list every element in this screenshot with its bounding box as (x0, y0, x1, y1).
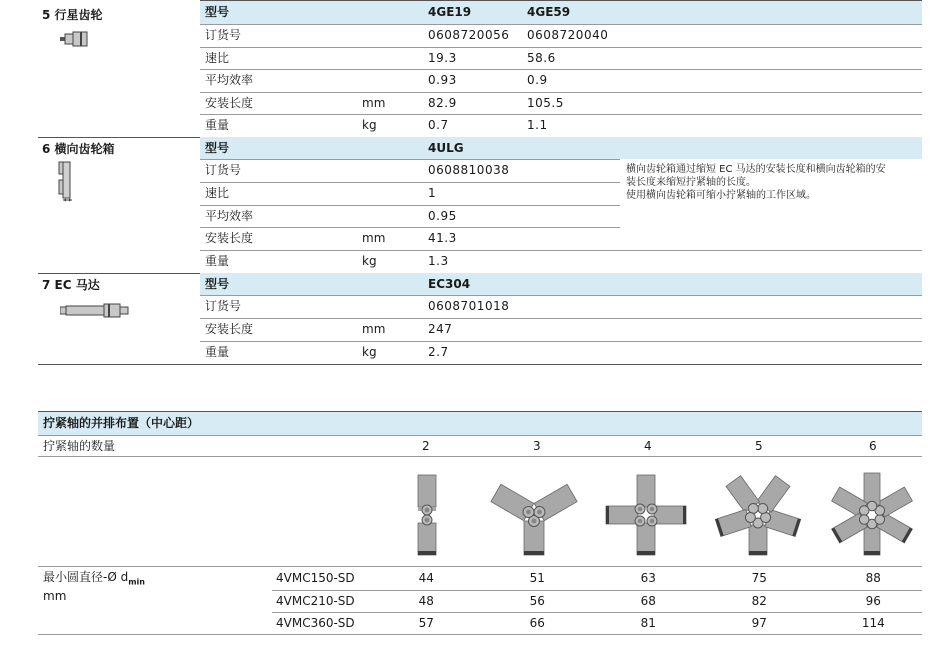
angle-gearbox-note: 横向齿轮箱通过缩短 EC 马达的安装长度和横向齿轮箱的安 装长度来缩短拧紧轴的长度。 使用横向齿轮箱可缩小拧紧轴的工作区域。 (626, 164, 886, 201)
min-diameter-value: 82 (751, 593, 767, 608)
angle-gearbox-icon (58, 160, 76, 202)
min-circle-diameter-label: 最小圆直径-Ø $d_{min}$ (43, 570, 145, 587)
ec-motor-icon (60, 302, 130, 318)
min-diameter-value: 81 (640, 616, 656, 630)
section-7-header-type: 型号 (205, 277, 230, 291)
min-diameter-value: 88 (865, 571, 881, 585)
spec-value-1: 1 (428, 185, 437, 200)
spec-label: 平均效率 (205, 73, 254, 88)
spec-label: 重量 (205, 345, 230, 359)
section-6-title: 6 横向齿轮箱 (42, 142, 115, 156)
spec-value-2: 58.6 (527, 50, 556, 65)
section-6-header-band (200, 137, 922, 159)
spec-unit: kg (362, 254, 377, 269)
section-6-header-model-1: 4ULG (428, 141, 464, 155)
spec-label: 平均效率 (205, 208, 254, 223)
spec-unit: kg (362, 118, 377, 133)
spec-label: 安装长度 (205, 231, 254, 246)
spec-value-1: 2.7 (428, 345, 449, 359)
min-diameter-value: 75 (751, 571, 767, 585)
spec-value-1: 1.3 (428, 254, 449, 269)
model-label: 4VMC210-SD (276, 593, 355, 608)
planetary-gear-icon (60, 31, 90, 47)
spec-value-2: 105.5 (527, 95, 564, 110)
section-6-header-type: 型号 (205, 141, 230, 155)
spec-unit: mm (362, 95, 386, 110)
spec-label: 安装长度 (205, 95, 254, 110)
spindle-count-2: 2 (422, 439, 430, 453)
arrangement-3-spindles-icon (489, 470, 579, 560)
section-5-header-type: 型号 (205, 5, 230, 19)
min-diameter-value: 48 (418, 593, 434, 608)
spindle-count-5: 5 (755, 439, 763, 453)
spec-label: 订货号 (205, 299, 242, 313)
section-5-header-model-2: 4GE59 (527, 5, 571, 19)
spec-label: 安装长度 (205, 322, 254, 336)
spec-value-1: 0608720056 (428, 28, 510, 42)
spec-value-1: 0608701018 (428, 299, 510, 313)
spec-label: 订货号 (205, 28, 242, 42)
min-diameter-value: 57 (418, 616, 434, 630)
section-5-header-model-1: 4GE19 (428, 5, 472, 19)
min-diameter-value: 51 (529, 571, 545, 585)
spec-unit: kg (362, 345, 377, 359)
spec-value-2: 1.1 (527, 118, 548, 133)
spec-value-2: 0.9 (527, 73, 548, 88)
spec-value-1: 0608810038 (428, 163, 510, 177)
spec-unit: mm (362, 322, 386, 336)
section-7-header-band (200, 273, 922, 295)
section-5-title: 5 行星齿轮 (42, 8, 103, 22)
spec-value-1: 0.93 (428, 73, 457, 88)
min-diameter-value: 66 (529, 616, 545, 630)
spec-value-1: 19.3 (428, 50, 457, 65)
spec-label: 重量 (205, 254, 230, 269)
arrangement-title: 拧紧轴的并排布置（中心距） (43, 416, 200, 430)
spec-value-1: 0.95 (428, 208, 457, 223)
spec-label: 速比 (205, 50, 230, 65)
spindle-count-4: 4 (644, 439, 652, 453)
spec-unit: mm (362, 231, 386, 246)
spec-value-1: 41.3 (428, 231, 457, 246)
min-circle-diameter-unit: mm (43, 589, 67, 603)
arrangement-6-spindles-icon (827, 470, 917, 560)
section-7-title: 7 EC 马达 (42, 278, 100, 292)
min-diameter-value: 114 (861, 616, 885, 630)
spec-value-1: 0.7 (428, 118, 449, 133)
spec-value-1: 82.9 (428, 95, 457, 110)
spec-label: 订货号 (205, 163, 242, 177)
arrangement-5-spindles-icon (713, 470, 803, 560)
spec-label: 速比 (205, 185, 230, 200)
min-diameter-value: 63 (640, 571, 656, 585)
spindle-count-3: 3 (533, 439, 541, 453)
min-diameter-value: 97 (751, 616, 767, 630)
spindle-count-6: 6 (869, 439, 877, 453)
arrangement-4-spindles-icon (602, 470, 690, 560)
model-label: 4VMC150-SD (276, 571, 355, 585)
min-diameter-value: 56 (529, 593, 545, 608)
arrangement-2-spindles-icon (397, 470, 457, 560)
min-diameter-value: 44 (418, 571, 434, 585)
min-diameter-value: 68 (640, 593, 656, 608)
spec-label: 重量 (205, 118, 230, 133)
section-7-header-model-1: EC304 (428, 277, 471, 291)
spindle-count-label: 拧紧轴的数量 (43, 439, 116, 453)
spec-value-2: 0608720040 (527, 28, 609, 42)
spec-value-1: 247 (428, 322, 453, 336)
model-label: 4VMC360-SD (276, 616, 355, 630)
min-diameter-value: 96 (865, 593, 881, 608)
